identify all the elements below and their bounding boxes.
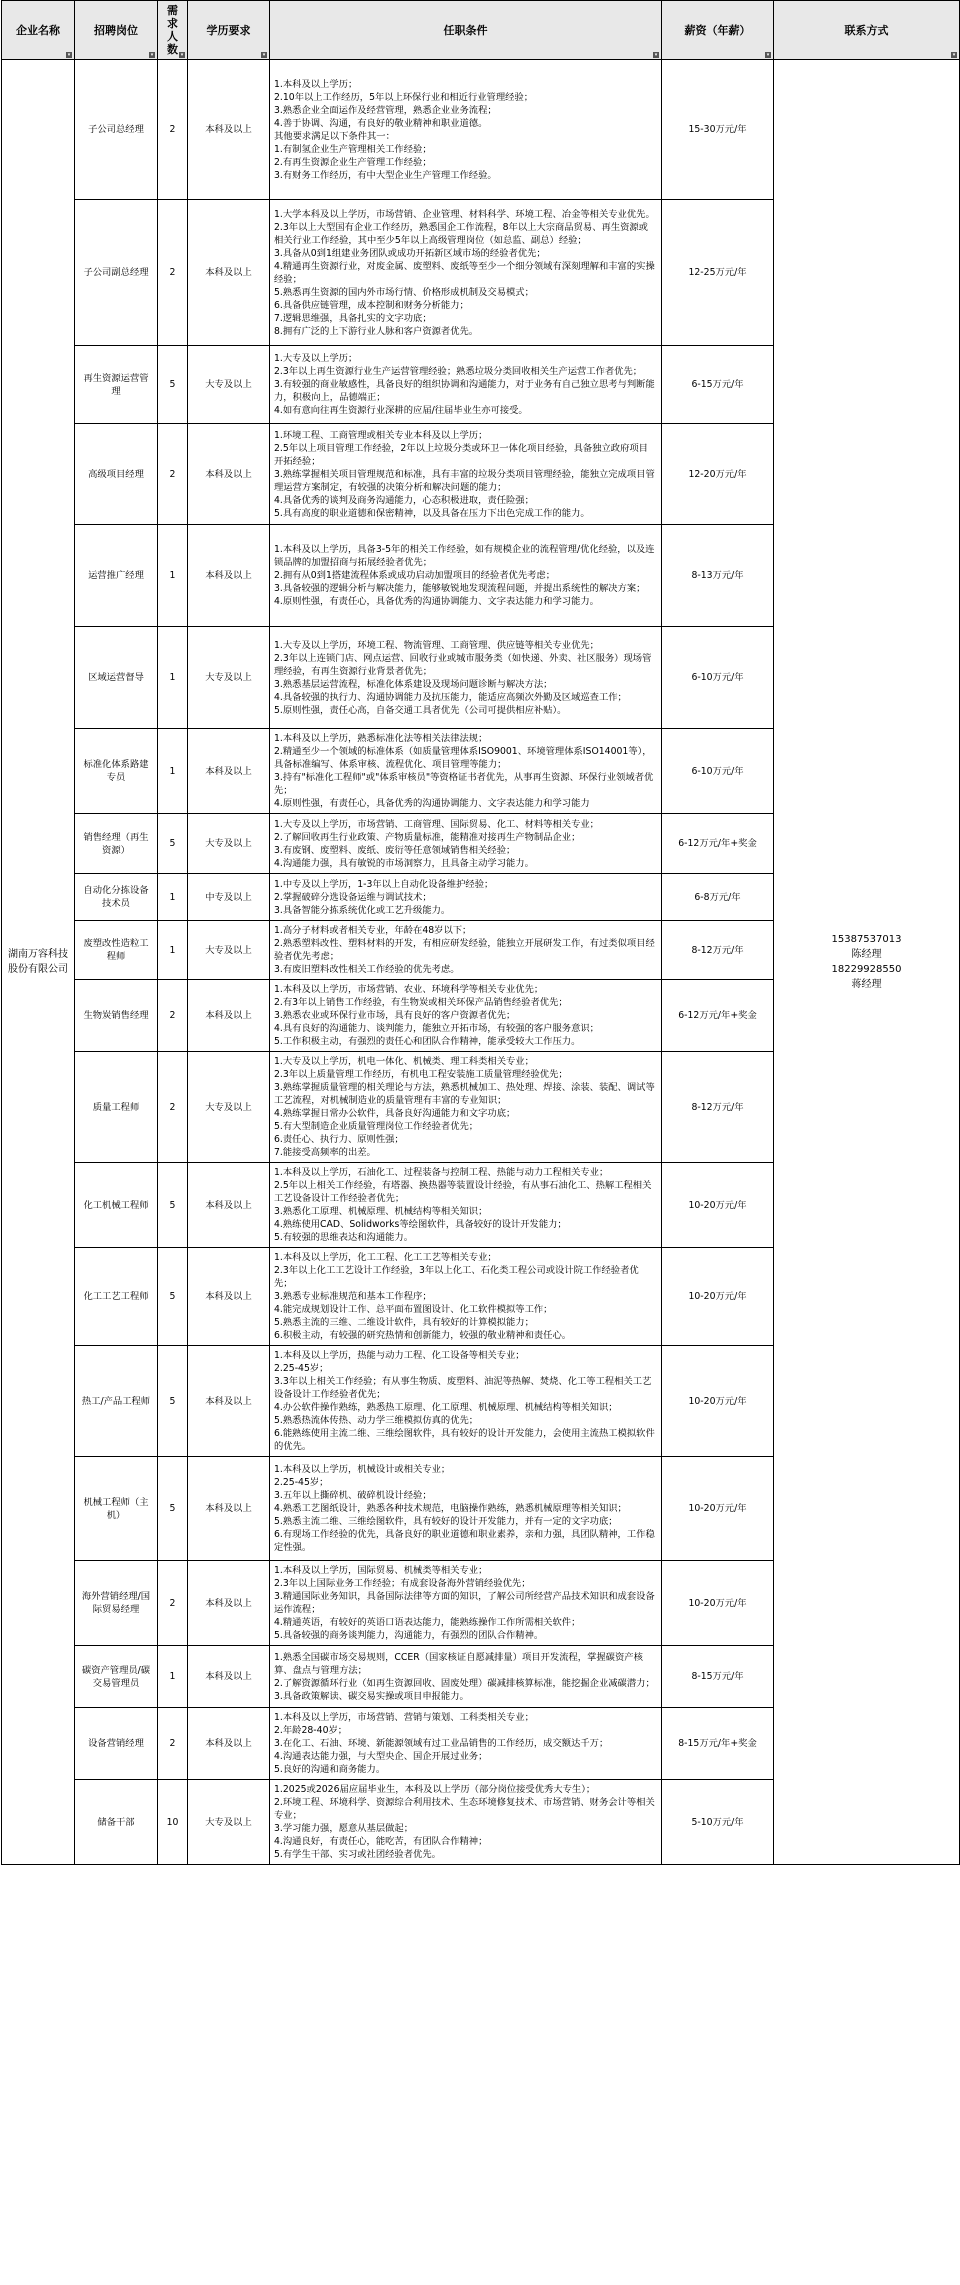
requirement-line: 2.拥有从0到1搭建流程体系或成功启动加盟项目的经验者优先考虑； [274,570,556,581]
requirement-line: 2.3年以上连锁门店、网点运营、回收行业或城市服务类（如快递、外卖、社区服务）现场管理经验，有再生资源行业背景者优先； [274,652,652,677]
requirement-line: 5.有学生干部、实习或社团经验者优先。 [274,1849,441,1860]
requirement-line: 2.有3年以上销售工作经验，有生物炭或相关环保产品销售经验者优先； [274,997,568,1008]
requirement-line: 8.拥有广泛的上下游行业人脉和客户资源者优先。 [274,325,479,337]
requirements-cell [270,346,662,424]
requirements-cell [270,1346,662,1457]
requirement-line: 2.3年以上大型国有企业工作经历，熟悉国企工作流程，8年以上大宗商品贸易、再生资源或相关行业工作经验，其中至少5年以上高级管理岗位（如总监、副总）经验； [274,221,648,246]
filter-arrow-icon[interactable]: ▾ [262,52,266,58]
header-salary[interactable]: 薪资（年薪） ▾ [662,1,774,60]
requirements-cell [270,814,662,874]
count-cell: 5 [158,1248,188,1346]
position-cell: 高级项目经理 [75,424,158,525]
salary-cell: 8-12万元/年 [662,921,774,980]
salary-cell: 12-20万元/年 [662,424,774,525]
count-cell: 1 [158,525,188,627]
requirement-line: 1.环境工程、工商管理或相关专业本科及以上学历； [274,429,488,441]
requirement-line: 5.具有高度的职业道德和保密精神，以及具备在压力下出色完成工作的能力。 [274,507,590,519]
salary-cell: 6-8万元/年 [662,874,774,921]
salary-cell: 15-30万元/年 [662,60,774,200]
contact-info [774,60,960,1865]
requirement-line: 1.大专及以上学历，机电一体化、机械类、理工科类相关专业； [274,1056,534,1067]
salary-cell: 5-10万元/年 [662,1780,774,1865]
requirement-line: 2.25-45岁； [274,1363,329,1374]
contact-line: 陈经理 [851,949,882,960]
requirement-line: 6.有现场工作经验的优先，具备良好的职业道德和职业素养，亲和力强，具团队精神，工作稳定性强。 [274,1529,655,1553]
position-cell: 热工/产品工程师 [75,1346,158,1457]
requirement-line: 1.本科及以上学历，市场营销、农业、环境科学等相关专业优先； [274,984,544,995]
salary-cell: 6-10万元/年 [662,627,774,729]
requirement-line: 3.五年以上撕碎机、破碎机设计经验； [274,1490,432,1501]
requirement-line: 2.25-45岁； [274,1477,329,1488]
requirement-line: 1.本科及以上学历，具备3-5年的相关工作经验，如有规模企业的流程管理/优化经验，以及连锁品牌的加盟招商与拓展经验者优先； [274,544,655,568]
count-cell: 5 [158,346,188,424]
requirement-line: 4.原则性强，有责任心，具备优秀的沟通协调能力、文字表达能力和学习能力 [274,798,590,809]
contact-line: 18229928550 [831,964,902,975]
requirement-line: 3.3年以上相关工作经验；有从事生物质、废塑料、油泥等热解、焚烧、化工等工程相关工艺设备设计工作经验者优先； [274,1376,652,1400]
count-cell: 2 [158,60,188,200]
count-cell: 5 [158,814,188,874]
requirement-line: 4.熟练使用CAD、Solidworks等绘图软件，具备较好的设计开发能力； [274,1219,567,1230]
header-requirements[interactable]: 任职条件 ▾ [270,1,662,60]
requirement-line: 1.本科及以上学历，石油化工、过程装备与控制工程、热能与动力工程相关专业； [274,1167,609,1178]
requirement-line: 5.有较强的思维表达和沟通能力。 [274,1232,414,1243]
count-cell: 2 [158,1561,188,1646]
requirement-line: 4.沟通表达能力强，与大型央企、国企开展过业务； [274,1751,488,1762]
requirement-line: 4.办公软件操作熟练，熟悉热工原理、化工原理、机械原理、机械结构等相关知识； [274,1402,618,1413]
requirements-cell [270,1052,662,1163]
education-cell: 本科及以上 [188,1346,270,1457]
table-row [2,60,960,200]
filter-arrow-icon[interactable]: ▾ [654,52,658,58]
requirements-cell [270,1248,662,1346]
count-cell: 2 [158,424,188,525]
education-cell: 本科及以上 [188,1708,270,1780]
requirement-line: 3.具备较强的逻辑分析与解决能力，能够敏锐地发现流程问题，并提出系统性的解决方案； [274,583,646,594]
position-cell: 区域运营督导 [75,627,158,729]
requirement-line: 4.能完成规划设计工作、总平面布置图设计、化工软件模拟等工作； [274,1304,553,1315]
header-education[interactable]: 学历要求 ▾ [188,1,270,60]
requirement-line: 2.环境工程、环境科学、资源综合利用技术、生态环境修复技术、市场营销、财务会计等相关专业； [274,1797,655,1821]
requirement-line: 5.熟悉主流二维、三维绘图软件，具有较好的设计开发能力，并有一定的文字功底； [274,1516,618,1527]
requirements-cell [270,627,662,729]
position-cell: 销售经理（再生资源） [75,814,158,874]
requirement-line: 1.中专及以上学历，1-3年以上自动化设备维护经验； [274,878,494,890]
education-cell: 本科及以上 [188,1646,270,1708]
requirement-line: 1.大专及以上学历，市场营销、工商管理、国际贸易、化工、材料等相关专业； [274,818,599,830]
salary-cell: 8-13万元/年 [662,525,774,627]
position-cell: 化工工艺工程师 [75,1248,158,1346]
position-cell: 机械工程师（主机） [75,1457,158,1561]
requirement-line: 2.掌握破碎分选设备运维与调试技术； [274,891,432,903]
position-cell: 运营推广经理 [75,525,158,627]
requirement-line: 3.学习能力强，愿意从基层做起； [274,1823,414,1834]
requirement-line: 4.精通再生资源行业，对废金属、废塑料、废纸等至少一个细分领域有深刻理解和丰富的实操经验； [274,260,655,285]
education-cell: 本科及以上 [188,200,270,346]
education-cell: 本科及以上 [188,1163,270,1248]
filter-arrow-icon[interactable]: ▾ [150,52,154,58]
requirement-line: 4.熟练掌握日常办公软件，具备良好沟通能力和文字功底； [274,1108,516,1119]
count-cell: 5 [158,1163,188,1248]
salary-cell: 10-20万元/年 [662,1561,774,1646]
count-cell: 2 [158,200,188,346]
position-cell: 再生资源运营管理 [75,346,158,424]
filter-arrow-icon[interactable]: ▾ [180,52,184,58]
salary-cell: 10-20万元/年 [662,1346,774,1457]
requirement-line: 5.原则性强，责任心高，自备交通工具者优先（公司可提供相应补贴）。 [274,704,567,716]
requirement-line: 5.良好的沟通和商务能力。 [274,1764,386,1775]
education-cell: 本科及以上 [188,1248,270,1346]
requirement-line: 3.精通国际业务知识，具备国际法律等方面的知识，了解公司所经营产品技术知识和成套设备运作流程； [274,1591,655,1615]
requirement-line: 2.10年以上工作经历，5年以上环保行业和相近行业管理经验； [274,91,534,103]
count-cell: 1 [158,1646,188,1708]
requirements-cell [270,980,662,1052]
requirement-line: 3.有废钢、废塑料、废纸、废衍等任意领域销售相关经验； [274,844,516,856]
requirement-line: 5.有大型制造企业质量管理岗位工作经验者优先； [274,1121,479,1132]
position-cell: 储备干部 [75,1780,158,1865]
position-cell: 子公司总经理 [75,60,158,200]
requirement-line: 6.责任心、执行力、原则性强； [274,1134,404,1145]
requirement-line: 3.有较强的商业敏感性，具备良好的组织协调和沟通能力，对于业务有自己独立思考与判断能力，积极向上，品德端正； [274,379,655,403]
requirement-line: 4.沟通能力强，具有敏锐的市场洞察力，且具备主动学习能力。 [274,857,534,869]
requirement-line: 2.3年以上国际业务工作经验；有成套设备海外营销经验优先； [274,1578,531,1589]
requirement-line: 2.5年以上相关工作经验，有塔器、换热器等装置设计经验，有从事石油化工、热解工程相关工艺设备设计工作经验者优先； [274,1180,652,1204]
requirement-line: 3.熟悉基层运营流程，标准化体系建设及现场问题诊断与解决方法； [274,678,553,690]
count-cell: 1 [158,627,188,729]
requirement-line: 1.本科及以上学历，热能与动力工程、化工设备等相关专业； [274,1350,525,1361]
count-cell: 2 [158,1052,188,1163]
count-cell: 1 [158,874,188,921]
requirement-line: 4.原则性强，有责任心，具备优秀的沟通协调能力、文字表达能力和学习能力。 [274,596,599,607]
requirement-line: 1.本科及以上学历，市场营销、营销与策划、工科类相关专业； [274,1712,534,1723]
requirements-cell [270,729,662,814]
education-cell: 本科及以上 [188,980,270,1052]
position-cell: 自动化分拣设备技术员 [75,874,158,921]
salary-cell: 6-12万元/年+奖金 [662,814,774,874]
requirement-line: 4.熟悉工艺图纸设计，熟悉各种技术规范，电脑操作熟练，熟悉机械原理等相关知识； [274,1503,627,1514]
requirement-line: 3.熟悉农业或环保行业市场，具有良好的客户资源者优先； [274,1010,516,1021]
requirement-line: 2.精通至少一个领域的标准体系（如质量管理体系ISO9001、环境管理体系ISO14001等），具备标准编写、体系审核、流程优化、项目管理等能力； [274,746,652,770]
requirement-line: 1.本科及以上学历，机械设计或相关专业； [274,1464,451,1475]
position-cell: 生物炭销售经理 [75,980,158,1052]
requirement-line: 3.有财务工作经历，有中大型企业生产管理工作经验。 [274,169,497,181]
position-cell: 设备营销经理 [75,1708,158,1780]
position-cell: 废塑改性造粒工程师 [75,921,158,980]
requirement-line: 2.3年以上化工工艺设计工作经验，3年以上化工、石化类工程公司或设计院工作经验者优先； [274,1265,639,1289]
education-cell: 本科及以上 [188,424,270,525]
requirement-line: 4.精通英语，有较好的英语口语表达能力，能熟练操作工作所需相关软件； [274,1617,581,1628]
requirement-line: 2.年龄28-40岁； [274,1725,348,1736]
requirement-line: 1.本科及以上学历，熟悉标准化法等相关法律法规； [274,733,488,744]
requirement-line: 5.熟悉主流的三维、二维设计软件，具有较好的计算模拟能力； [274,1317,534,1328]
position-cell: 质量工程师 [75,1052,158,1163]
filter-arrow-icon[interactable]: ▾ [766,52,770,58]
requirement-line: 3.在化工、石油、环境、新能源领域有过工业品销售的工作经历，成交额达千万； [274,1738,609,1749]
requirement-line: 4.具备优秀的谈判及商务沟通能力，心态积极进取，责任险强； [274,494,534,506]
requirement-line: 1.大专及以上学历； [274,353,358,364]
education-cell: 中专及以上 [188,874,270,921]
requirement-line: 6.积极主动，有较强的研究热情和创新能力，较强的敬业精神和责任心。 [274,1330,572,1341]
requirement-line: 3.具备政策解读、碳交易实操或项目申报能力。 [274,1690,469,1702]
header-row [2,1,960,60]
count-cell: 10 [158,1780,188,1865]
requirement-line: 2.了解资源循环行业（如再生资源回收、固废处理）碳减排核算标准，能挖掘企业减碳潜力； [274,1677,655,1689]
salary-cell: 8-15万元/年 [662,1646,774,1708]
requirements-cell [270,60,662,200]
education-cell: 本科及以上 [188,1457,270,1561]
filter-arrow-icon[interactable]: ▾ [67,52,71,58]
requirement-line: 4.沟通良好，有责任心，能吃苦，有团队合作精神； [274,1836,488,1847]
requirement-line: 3.具备智能分拣系统优化或工艺升级能力。 [274,904,451,916]
contact-line: 15387537013 [831,934,902,945]
requirement-line: 1.本科及以上学历，国际贸易、机械类等相关专业； [274,1565,488,1576]
requirements-cell [270,1457,662,1561]
requirements-cell [270,1708,662,1780]
salary-cell: 6-12万元/年+奖金 [662,980,774,1052]
header-company[interactable]: 企业名称 ▾ [2,1,75,60]
salary-cell: 10-20万元/年 [662,1163,774,1248]
requirement-line: 1.2025或2026届应届毕业生，本科及以上学历（部分岗位接受优秀大专生）； [274,1784,596,1795]
recruitment-table [1,0,960,1865]
count-cell: 1 [158,729,188,814]
position-cell: 子公司副总经理 [75,200,158,346]
education-cell: 大专及以上 [188,921,270,980]
requirements-cell [270,1780,662,1865]
requirement-line: 1.本科及以上学历； [274,78,358,90]
requirement-line: 3.熟悉企业全面运作及经营管理，熟悉企业业务流程； [274,104,497,116]
requirement-line: 2.5年以上项目管理工作经验，2年以上垃圾分类或环卫一体化项目经验，具备独立政府项目开拓经验； [274,442,648,467]
requirement-line: 5.具备较强的商务谈判能力，沟通能力，有强烈的团队合作精神。 [274,1630,544,1641]
header-position[interactable]: 招聘岗位 ▾ [75,1,158,60]
requirement-line: 1.熟悉全国碳市场交易规则，CCER（国家核证自愿减排量）项目开发流程，掌握碳资产核算、盘点与管理方法； [274,1651,643,1676]
salary-cell: 6-15万元/年 [662,346,774,424]
requirement-line: 3.熟练掌握相关项目管理规范和标准，具有丰富的垃圾分类项目管理经验，能独立完成项目管理运营方案制定，有较强的决策分析和解决问题的能力； [274,468,655,493]
requirement-line: 1.大专及以上学历，环境工程、物流管理、工商管理、供应链等相关专业优先； [274,639,599,651]
requirements-cell [270,874,662,921]
requirement-line: 2.了解回收再生行业政策、产物质量标准，能精准对接再生产物制品企业； [274,831,581,843]
requirement-line: 5.熟悉热流体传热、动力学三维模拟仿真的优先； [274,1415,479,1426]
salary-cell: 10-20万元/年 [662,1248,774,1346]
contact-line: 蒋经理 [851,979,882,990]
position-cell: 标准化体系路建专员 [75,729,158,814]
requirements-cell [270,1561,662,1646]
requirement-line: 4.具备较强的执行力、沟通协调能力及抗压能力，能适应高频次外勤及区域巡查工作； [274,691,627,703]
count-cell: 2 [158,1708,188,1780]
requirement-line: 6.具备供应链管理，成本控制和财务分析能力； [274,299,469,311]
requirements-cell [270,525,662,627]
salary-cell: 8-15万元/年+奖金 [662,1708,774,1780]
company-name: 湖南万容科技股份有限公司 [2,60,75,1865]
salary-cell: 10-20万元/年 [662,1457,774,1561]
education-cell: 大专及以上 [188,346,270,424]
education-cell: 本科及以上 [188,1561,270,1646]
requirement-line: 1.大学本科及以上学历，市场营销、企业管理、材料科学、环境工程、冶金等相关专业优先。 [274,208,655,220]
count-cell: 2 [158,980,188,1052]
count-cell: 5 [158,1346,188,1457]
requirement-line: 3.熟悉化工原理、机械原理、机械结构等相关知识； [274,1206,488,1217]
requirement-line: 3.持有"标准化工程师"或"体系审核员"等资格证书者优先，从事再生资源、环保行业领域者优先； [274,772,654,796]
requirement-line: 2.熟悉塑料改性、塑料材料的开发，有相应研发经验，能独立开展研发工作，有过类似项目经验者优先考虑； [274,938,655,962]
requirements-cell [270,424,662,525]
requirements-cell [270,921,662,980]
requirements-cell [270,1646,662,1708]
requirement-line: 5.熟悉再生资源的国内外市场行情、价格形成机制及交易模式； [274,286,534,298]
salary-cell: 12-25万元/年 [662,200,774,346]
salary-cell: 8-12万元/年 [662,1052,774,1163]
education-cell: 大专及以上 [188,1780,270,1865]
education-cell: 本科及以上 [188,729,270,814]
position-cell: 海外营销经理/国际贸易经理 [75,1561,158,1646]
education-cell: 大专及以上 [188,627,270,729]
count-cell: 5 [158,1457,188,1561]
header-count[interactable]: 需求人数 ▾ [158,1,188,60]
requirement-line: 其他要求满足以下条件其一： [274,130,395,142]
position-cell: 化工机械工程师 [75,1163,158,1248]
requirements-cell [270,1163,662,1248]
requirement-line: 2.有再生资源企业生产管理工作经验； [274,156,432,168]
salary-cell: 6-10万元/年 [662,729,774,814]
requirement-line: 3.熟悉专业标准规范和基本工作程序； [274,1291,432,1302]
header-contact[interactable]: 联系方式 ▾ [774,1,960,60]
position-cell: 碳资产管理员/碳交易管理员 [75,1646,158,1708]
requirement-line: 3.有废旧塑料改性相关工作经验的优先考虑。 [274,964,460,975]
requirement-line: 1.本科及以上学历，化工工程、化工工艺等相关专业； [274,1252,497,1263]
count-cell: 1 [158,921,188,980]
requirement-line: 4.如有意向往再生资源行业深耕的应届/往届毕业生亦可接受。 [274,405,528,416]
requirement-line: 6.能熟练使用主流二维、三维绘图软件，具有较好的设计开发能力，会使用主流热工模拟软件的优先。 [274,1428,655,1452]
requirement-line: 5.工作积极主动，有强烈的责任心和团队合作精神，能承受较大工作压力。 [274,1036,581,1047]
requirement-line: 2.3年以上质量管理工作经历，有机电工程安装施工质量管理经验优先； [274,1069,568,1080]
education-cell: 大专及以上 [188,1052,270,1163]
requirement-line: 7.能接受高频率的出差。 [274,1147,376,1158]
education-cell: 大专及以上 [188,814,270,874]
requirement-line: 1.高分子材料或者相关专业，年龄在48岁以下； [274,925,472,936]
requirement-line: 3.具备从0到1组建业务团队或成功开拓新区域市场的经验者优先； [274,247,546,259]
requirement-line: 4.具有良好的沟通能力、谈判能力，能独立开拓市场，有较强的客户服务意识； [274,1023,599,1034]
requirement-line: 2.3年以上再生资源行业生产运营管理经验；熟悉垃圾分类回收相关生产运营工作者优先； [274,366,643,377]
requirement-line: 4.善于协调、沟通，有良好的敬业精神和职业道德。 [274,117,488,129]
filter-arrow-icon[interactable]: ▾ [952,52,956,58]
education-cell: 本科及以上 [188,525,270,627]
requirement-line: 3.熟练掌握质量管理的相关理论与方法，熟悉机械加工、热处理、焊接、涂装、装配、调试等工艺流程，对机械制造业的质量管理有丰富的专业知识； [274,1082,655,1106]
education-cell: 本科及以上 [188,60,270,200]
requirement-line: 1.有制氢企业生产管理相关工作经验； [274,143,432,155]
requirements-cell [270,200,662,346]
requirement-line: 7.逻辑思维强，具备扎实的文字功底； [274,312,432,324]
